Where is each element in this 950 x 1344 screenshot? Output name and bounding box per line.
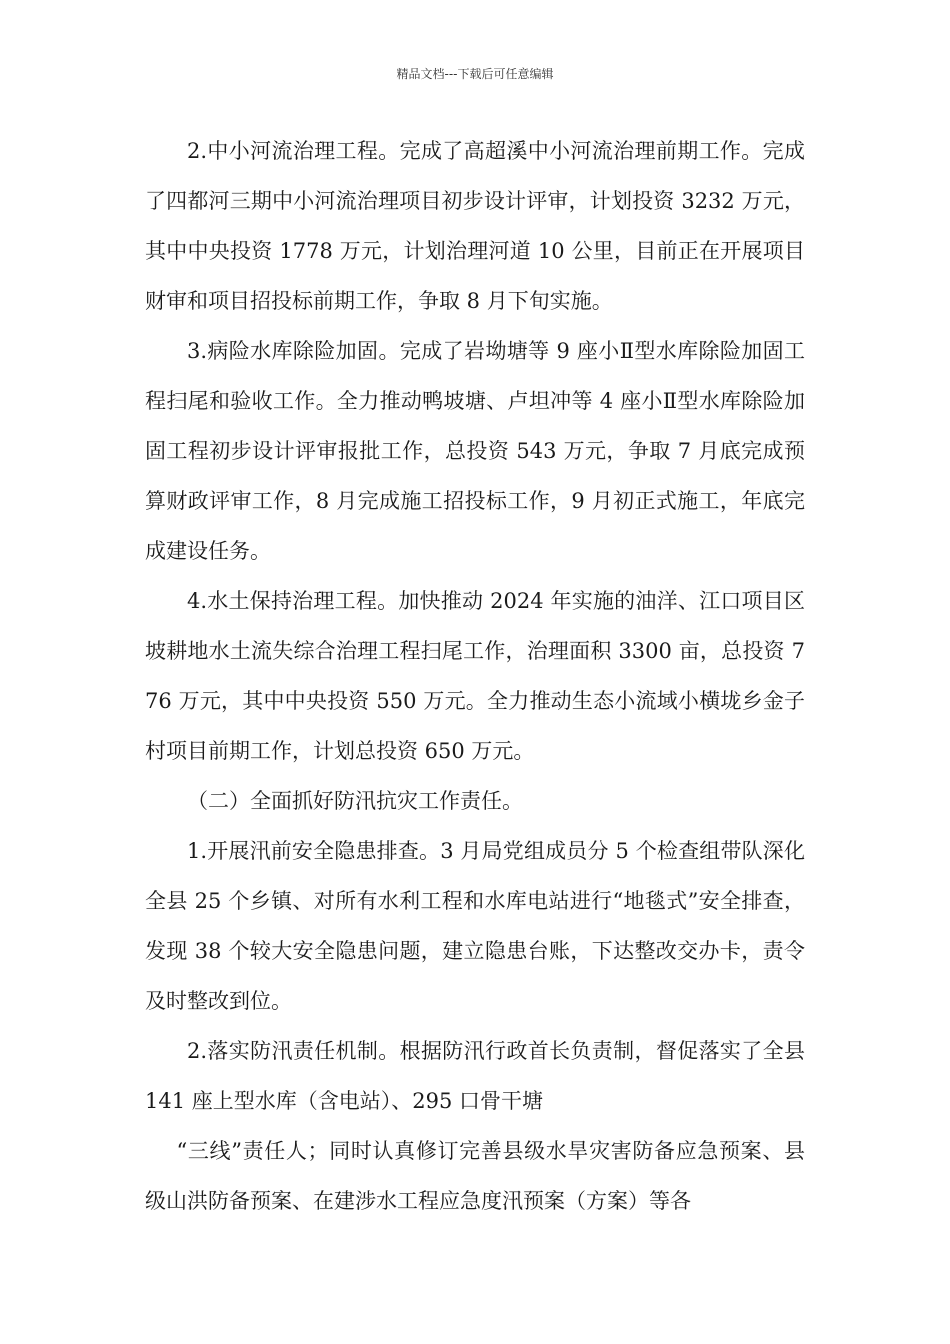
paragraph-small-river-project: 2.中小河流治理工程。完成了高超溪中小河流治理前期工作。完成了四都河三期中小河流治理项目初步设计评审，计划投资 3232 万元，其中中央投资 1778 万元，计划治理河道 10 公里，目前正在开展项目财审和项目招投标前期工作，争取 8 月下旬实施。 (145, 139, 805, 313)
paragraph-soil-conservation: 4.水土保持治理工程。加快推动 2024 年实施的油洋、江口项目区坡耕地水土流失综合治理工程扫尾工作，治理面积 3300 亩，总投资 776 万元，其中中央投资 550 万元。全力推动生态小流域小横垅乡金子村项目前期工作，计划总投资 650 万元。 (145, 589, 805, 763)
document-body (145, 126, 805, 1226)
paragraph-three-line-responsibility: “三线”责任人；同时认真修订完善县级水旱灾害防备应急预案、县级山洪防备预案、在建涉水工程应急度汛预案（方案）等各 (145, 1139, 805, 1213)
page-header: 精品文档---下载后可任意编辑 (396, 67, 554, 81)
section-heading-flood-control: （二）全面抓好防汛抗灾工作责任。 (187, 789, 523, 813)
paragraph-safety-inspection: 1.开展汛前安全隐患排查。3 月局党组成员分 5 个检查组带队深化全县 25 个乡镇、对所有水利工程和水库电站进行“地毯式”安全排查，发现 38 个较大安全隐患问题，建立隐患台账，下达整改交办卡，责令及时整改到位。 (145, 839, 805, 1013)
paragraph-reservoir-reinforcement: 3.病险水库除险加固。完成了岩坳塘等 9 座小Ⅱ型水库除险加固工程扫尾和验收工作。全力推动鸭坡塘、卢坦冲等 4 座小Ⅱ型水库除险加固工程初步设计评审报批工作，总投资 543 万元，争取 7 月底完成预算财政评审工作，8 月完成施工招投标工作，9 月初正式施工，年底完成建设任务。 (145, 339, 805, 563)
paragraph-flood-responsibility: 2.落实防汛责任机制。根据防汛行政首长负责制，督促落实了全县 141 座上型水库（含电站）、295 口骨干塘 (145, 1039, 805, 1113)
